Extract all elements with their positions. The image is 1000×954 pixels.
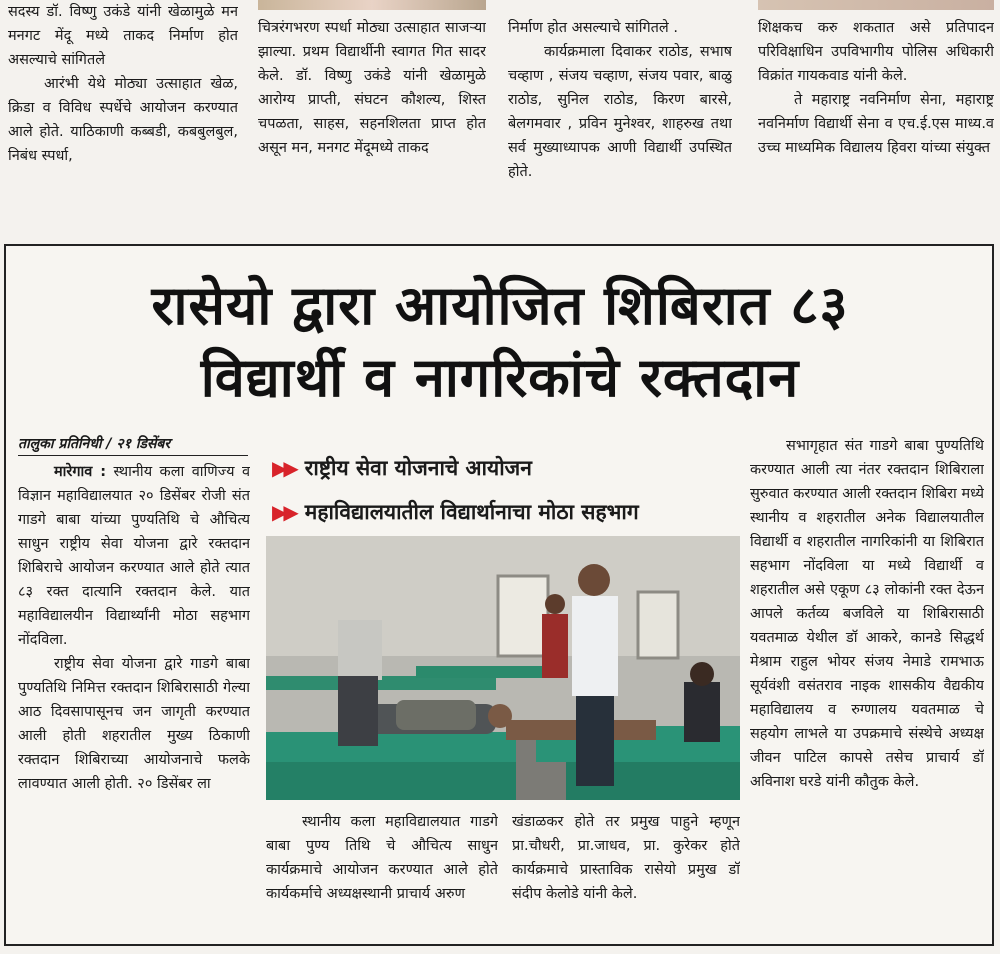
previous-article-photo-strip [258, 0, 486, 10]
article-column-middle-2 [512, 810, 740, 940]
headline-line-1: रासेयो द्वारा आयोजित शिबिरात ८३ [151, 274, 849, 337]
dateline: तालुका प्रतिनिधी / २१ डिसेंबर [18, 434, 248, 456]
article-column-right [750, 434, 984, 940]
previous-article-column-1 [8, 0, 238, 232]
paragraph: चित्ररंगभरण स्पर्धा मोठ्या उत्साहात साजऱ्या झाल्या. प्रथम विद्यार्थीनी स्वागत गित सादर केले. डॉ. विष्णु उकंडे यांनी खेळामुळे आरोग्य प्राप्ती, संघटन कौशल्य, शिस्त चपळता, साहस, सहनशिलता प्राप्त होत असून मन, मनगट मेंदूमध्ये ताकद [258, 20, 486, 156]
paragraph: सदस्य डॉ. विष्णु उकंडे यांनी खेळामुळे मन मनगट मेंदू मध्ये ताकद निर्माण होत असल्याचे सांगितले [8, 4, 238, 68]
paragraph: निर्माण होत असल्याचे सांगितले . [508, 20, 678, 36]
previous-article-column-4 [758, 16, 994, 232]
headline-line-2: विद्यार्थी व नागरिकांचे रक्तदान [200, 346, 800, 409]
paragraph: राष्ट्रीय सेवा योजना द्वारे गाडगे बाबा पुण्यतिथि निमित्त रक्तदान शिबिरासाठी गेल्या आठ दिवसापासूनच जन जागृती करण्यात आली होती शहरातील मुख्य ठिकाणी रक्तदान शिबिराच्या आयोजनाचे फलके लावण्यात आली होती. २० डिसेंबर ला [18, 656, 250, 792]
place-name: मारेगाव : [54, 464, 107, 480]
paragraph: आरंभी येथे मोठ्या उत्साहात खेळ, क्रिडा व विविध स्पर्धेचे आयोजन करण्यात आले होते. याठिकाणी कब्बडी, कबबुलबुल, निबंध स्पर्धा, [8, 76, 238, 164]
subheading-2 [272, 498, 639, 526]
article-column-middle-1 [266, 810, 498, 940]
paragraph: खंडाळकर होते तर प्रमुख पाहुने म्हणून प्रा.चौधरी, प्रा.जाधव, प्रा. कुरेकर होते कार्यक्रमाचे प्रास्ताविक रासेयो प्रमुख डॉ संदीप केलोडे यांनी केले. [512, 814, 740, 902]
paragraph: शिक्षकच करु शकतात असे प्रतिपादन परिविक्षाधिन उपविभागीय पोलिस अधिकारी विक्रांत गायकवाड यांनी केले. [758, 20, 994, 84]
previous-article-photo-strip-right [758, 0, 994, 10]
article-headline [0, 270, 1000, 414]
previous-article-column-3 [508, 16, 732, 232]
double-arrow-icon: ▶▶ [272, 500, 295, 524]
paragraph: ते महाराष्ट्र नवनिर्माण सेना, महाराष्ट्र नवनिर्माण विद्यार्थी सेना व एच.ई.एस माध्य.व उच्च माध्यमिक विद्यालय हिवरा यांच्या संयुक्त [758, 92, 994, 156]
paragraph: सभागृहात संत गाडगे बाबा पुण्यतिथि करण्यात आली त्या नंतर रक्तदान शिबिराला सुरुवात करण्यात आली रक्तदान शिबिरा मध्ये स्थानीय व शहरातील अनेक विद्यालयातील विद्यार्थी व शहरातील नागरिकांनी या शिबिरात सहभाग नोंदविला या मध्ये विद्यार्थी व शहरातील असे एकूण ८३ लोकांनी रक्त देऊन आपले कर्तव्य बजविले या शिबिरासाठी यवतमाळ येथील डॉ आकरे, कानडे सिद्धर्थ मेश्राम राहुल भोयर संजय नेमाडे रामभाऊ सूर्यवंशी वसंतराव नाइक शासकीय वैद्यकीय महाविद्यालय व रुग्णालय यवतमाळ चे सहयोग लाभले या उपक्रमाचे संस्थेचे अध्यक्ष जीवन पाटिल कापसे तसेच प्राचार्य डॉ अविनाश घरडे यांनी कौतुक केले. [750, 438, 984, 790]
article-column-left [18, 460, 250, 940]
paragraph: स्थानीय कला महाविद्यालयात गाडगे बाबा पुण्य तिथि चे औचित्य साधुन कार्यक्रमाचे आयोजन करण्यात आले होते कार्यकर्माचे अध्यक्षस्थानी प्राचार्य अरुण [266, 814, 498, 902]
blood-donation-photo [266, 536, 740, 800]
subheading-text: राष्ट्रीय सेवा योजनाचे आयोजन [304, 456, 532, 480]
subheading-1 [272, 454, 532, 482]
paragraph: कार्यक्रमाला दिवाकर राठोड, सभाष चव्हाण , संजय चव्हाण, संजय पवार, बाळु राठोड, सुनिल राठोड, किरण बारसे, बेलगमवार , प्रविन मुनेश्वर, शाहरुख तथा सर्व मुख्याध्यापक आणी विद्यार्थी उपस्थित होते. [508, 44, 732, 180]
previous-article-column-2 [258, 16, 486, 232]
paragraph [18, 460, 250, 652]
paragraph-text: स्थानीय कला वाणिज्य व विज्ञान महाविद्यालयात २० डिसेंबर रोजी संत गाडगे बाबा यांच्या पुण्यतिथि चे औचित्य साधुन राष्ट्रीय सेवा योजना द्वारे रक्तदान शिबिराचे आयोजन करण्यात आले होते त्यात ८३ रक्त दात्यानि रक्तदान केले. यात महाविद्यालयीन विद्यार्थ्यांनी मोठा सहभाग नोंदविला. [18, 464, 250, 648]
double-arrow-icon: ▶▶ [272, 456, 295, 480]
subheading-text: महाविद्यालयातील विद्यार्थानाचा मोठा सहभाग [304, 500, 639, 524]
